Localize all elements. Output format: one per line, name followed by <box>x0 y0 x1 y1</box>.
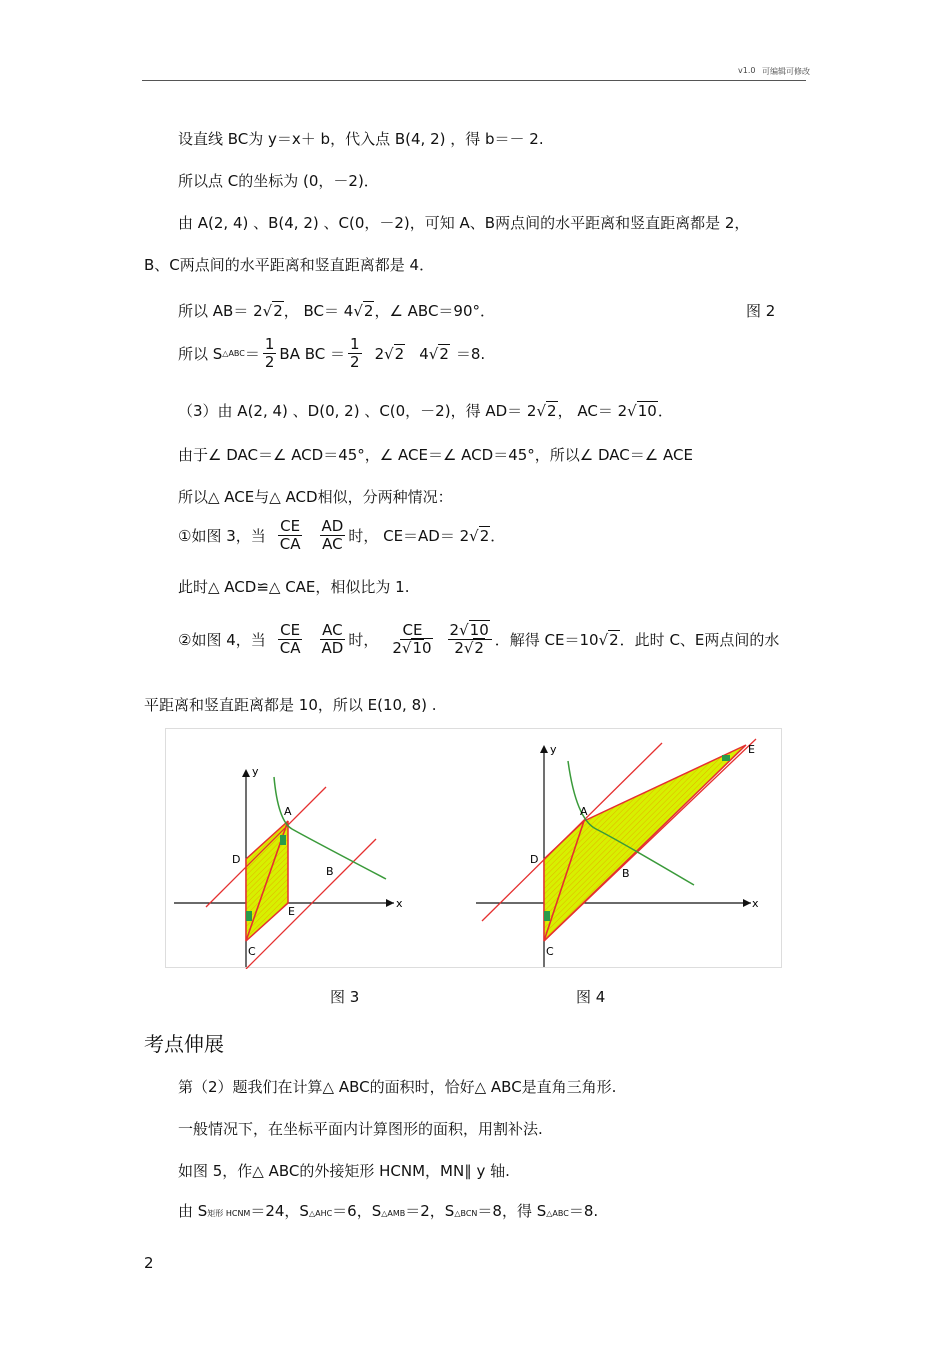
figure-2-label: 图 2 <box>746 302 776 320</box>
fig4-label-b: B <box>622 867 630 880</box>
line-5: 所以 AB＝ 2√2， BC＝ 4√2，∠ ABC＝90°． <box>178 302 496 320</box>
line-10: ①如图 3，当 $\frac{CE}{CA}$ $\frac{AD}{AC}$ 时， CE＝AD＝ 2 √2 ． <box>178 517 506 554</box>
figure-4-caption: 图 4 <box>576 988 606 1006</box>
fig3-label-x: x <box>396 897 403 910</box>
fig4-label-d: D <box>530 853 539 866</box>
fig4-label-a: A <box>580 805 588 818</box>
fig3-label-c: C <box>248 945 256 958</box>
section-p1: 第（2）题我们在计算△ ABC的面积时，恰好△ ABC是直角三角形. <box>178 1078 617 1096</box>
fig4-angle-c <box>544 911 550 921</box>
header-rule <box>142 80 806 81</box>
fig4-label-y: y <box>550 743 557 756</box>
page-number: 2 <box>144 1254 154 1272</box>
line-11: 此时△ ACD≌△ CAE，相似比为 1. <box>178 578 410 596</box>
fig3-hyperbola <box>274 777 386 879</box>
header-version: v1.0 <box>738 66 756 75</box>
fig3-x-arrow-icon <box>386 899 394 907</box>
fig3-label-e: E <box>288 905 295 918</box>
fig3-angle-a <box>280 835 286 845</box>
line-8: 由于∠ DAC＝∠ ACD＝45°，∠ ACE＝∠ ACD＝45°，所以∠ DAC＝∠ ACE <box>178 446 693 464</box>
fig4-label-e: E <box>748 743 755 756</box>
fig3-angle-c <box>246 911 252 921</box>
section-title: 考点伸展 <box>144 1032 224 1056</box>
figure-4 <box>476 739 759 967</box>
fig3-y-arrow-icon <box>242 769 250 777</box>
fig4-label-c: C <box>546 945 554 958</box>
fig4-label-x: x <box>752 897 759 910</box>
figure-3 <box>174 765 403 969</box>
header-note: 可编辑可修改 <box>762 67 810 76</box>
fig3-label-y: y <box>252 765 259 778</box>
line-9: 所以△ ACE与△ ACD相似，分两种情况： <box>178 488 453 506</box>
fig4-y-arrow-icon <box>540 745 548 753</box>
line-1: 设直线 BC为 y＝x＋ b，代入点 B(4, 2) ，得 b＝－ 2. <box>178 130 544 148</box>
fig4-x-arrow-icon <box>743 899 751 907</box>
line-13: 平距离和竖直距离都是 10，所以 E(10, 8) . <box>144 696 437 714</box>
fig3-label-b: B <box>326 865 334 878</box>
fig3-label-a: A <box>284 805 292 818</box>
section-p3: 如图 5，作△ ABC的外接矩形 HCNM，MN∥ y 轴. <box>178 1162 510 1180</box>
section-p2: 一般情况下，在坐标平面内计算图形的面积，用割补法. <box>178 1120 543 1138</box>
line-4: B、C两点间的水平距离和竖直距离都是 4． <box>144 256 435 274</box>
figure-panel <box>165 728 782 968</box>
line-2: 所以点 C的坐标为 (0，－2)． <box>178 172 379 190</box>
line-7: （3）由 A(2, 4) 、D(0, 2) 、C(0，－2)，得 AD＝ 2√2， AC＝ 2√10． <box>178 402 673 420</box>
line-6: 所以 S △ABC ＝ $\frac{1}{2}$ BA BC ＝ $\frac{1}{2}$ 2 √2 4 √2 ＝8. <box>178 335 486 372</box>
figures-svg <box>166 729 783 969</box>
figure-3-caption: 图 3 <box>330 988 360 1006</box>
fig3-label-d: D <box>232 853 241 866</box>
line-12: ②如图 4，当 $\frac{CE}{CA}$ $\frac{AC}{AD}$ 时， $\frac{CE}{2√10}$ $\frac{2√10}{2√2}$ ．解得 CE＝10 √2 ．此时 C、E两点间的水 <box>178 621 780 658</box>
section-p4: 由 S矩形 HCNM＝24，S△AHC＝6，S△AMB＝2，S△BCN＝8，得 S△ABC＝8. <box>178 1202 599 1220</box>
line-3: 由 A(2, 4) 、B(4, 2) 、C(0，－2)，可知 A、B两点间的水平距离和竖直距离都是 2， <box>178 214 750 232</box>
fig4-angle-e <box>722 755 730 761</box>
